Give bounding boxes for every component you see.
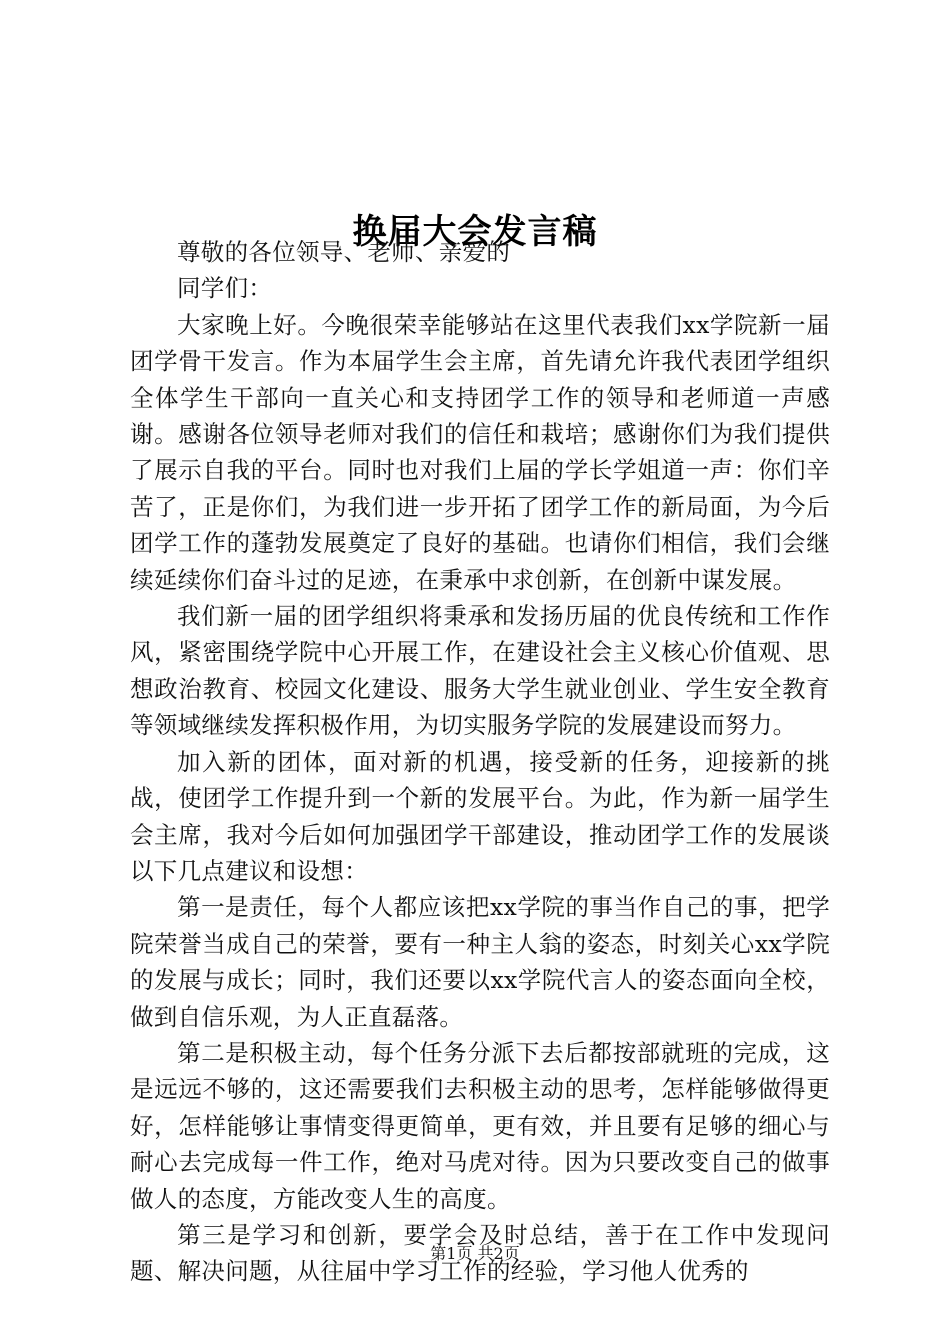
page-indicator: 第1页 共2页 (430, 1244, 520, 1263)
paragraph-second-initiative: 第二是积极主动，每个任务分派下去后都按部就班的完成，这是远远不够的，这还需要我们去积极主动的思考，怎样能够做得更好，怎样能够让事情变得更简单，更有效，并且要有足够的细心与耐心去完成每一件工作，绝对马虎对待。因为只要改变自己的做事做人的态度，方能改变人生的高度。 (130, 1038, 830, 1213)
paragraph-new-challenges: 加入新的团体，面对新的机遇，接受新的任务，迎接新的挑战，使团学工作提升到一个新的发展平台。为此，作为新一届学生会主席，我对今后如何加强团学干部建设，推动团学工作的发展谈以下几点建议和设想： (130, 747, 830, 885)
paragraph-third-learning: 第三是学习和创新，要学会及时总结，善于在工作中发现问题、解决问题，从往届中学习工作的经验，学习他人优秀的 (130, 1220, 830, 1286)
paragraph-salutation-2: 同学们： (177, 274, 273, 303)
paragraph-new-team: 我们新一届的团学组织将秉承和发扬历届的优良传统和工作作风，紧密围绕学院中心开展工作，在建设社会主义核心价值观、思想政治教育、校园文化建设、服务大学生就业创业、学生安全教育等领域继续发挥积极作用，为切实服务学院的发展建设而努力。 (130, 602, 830, 740)
document-title: 换届大会发言稿 (352, 211, 598, 252)
document-body (130, 234, 830, 1290)
paragraph-salutation-1: 尊敬的各位领导、老师、亲爱的 (177, 238, 511, 266)
paragraph-first-responsibility: 第一是责任，每个人都应该把xx学院的事当作自己的事，把学院荣誉当成自己的荣誉，要有一种主人翁的姿态，时刻关心xx学院的发展与成长；同时，我们还要以xx学院代言人的姿态面向全校，做到自信乐观，为人正直磊落。 (130, 893, 830, 1031)
paragraph-greeting: 大家晚上好。今晚很荣幸能够站在这里代表我们xx学院新一届团学骨干发言。作为本届学生会主席，首先请允许我代表团学组织全体学生干部向一直关心和支持团学工作的领导和老师道一声感谢。感谢各位领导老师对我们的信任和栽培；感谢你们为我们提供了展示自我的平台。同时也对我们上届的学长学姐道一声：你们辛苦了，正是你们，为我们进一步开拓了团学工作的新局面，为今后团学工作的蓬勃发展奠定了良好的基础。也请你们相信，我们会继续延续你们奋斗过的足迹，在秉承中求创新，在创新中谋发展。 (130, 310, 830, 594)
